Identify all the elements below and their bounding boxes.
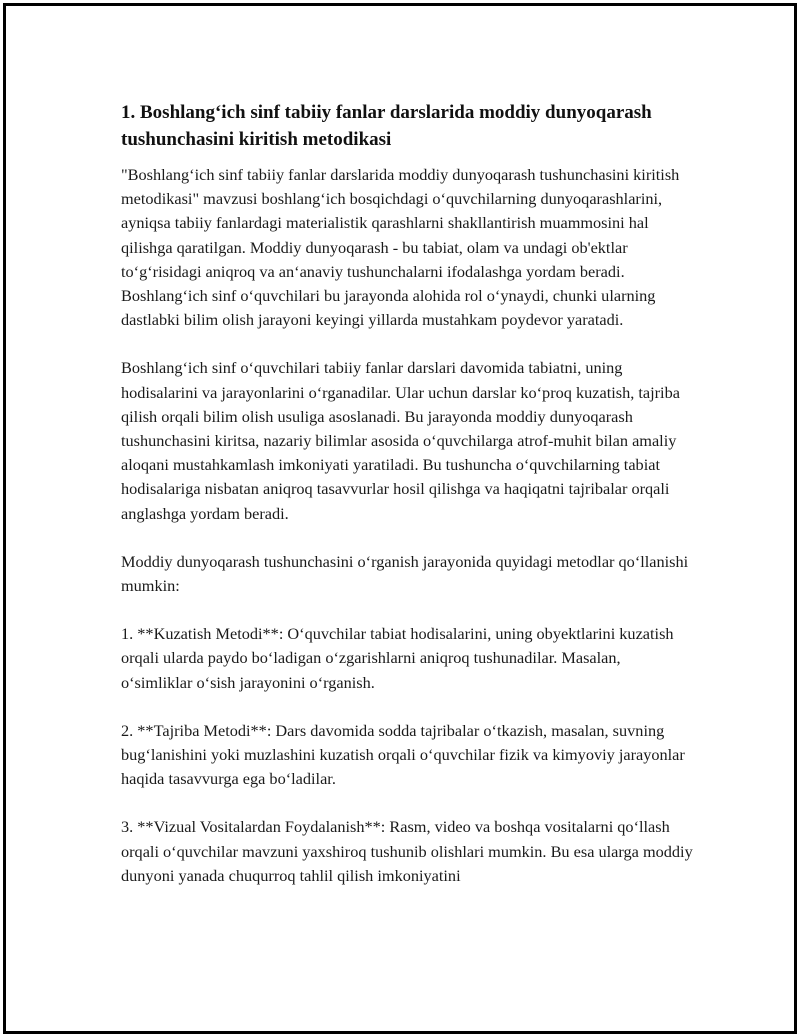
document-title: 1. Boshlang‘ich sinf tabiiy fanlar darslarida moddiy dunyoqarash tushunchasini kiritish metodikasi: [121, 102, 652, 150]
intro-paragraph: "Boshlang‘ich sinf tabiiy fanlar darslarida moddiy dunyoqarash tushunchasini kiritish metodikasi" mavzusi boshlang‘ich bosqichdagi o‘quvchilarning dunyoqarashlarini, ayniqsa tabiiy fanlardagi materialistik qarashlarni shakllantirish muammosini hal qilishga qaratilgan. Moddiy dunyoqarash - bu tabiat, olam va undagi ob'ektlar to‘g‘risidagi aniqroq va an‘anaviy tushunchalarni ifodalashga yordam beradi. Boshlang‘ich sinf o‘quvchilari bu jarayonda alohida rol o‘ynaydi, chunki ularning dastlabki bilim olish jarayoni keyingi yillarda mustahkam poydevor yaratadi.: [121, 165, 680, 330]
method-observation-paragraph: 1. **Kuzatish Metodi**: O‘quvchilar tabiat hodisalarini, uning obyektlarini kuzatish orqali ularda paydo bo‘ladigan o‘zgarishlarni aniqroq tushunadilar. Masalan, o‘simliklar o‘sish jarayonini o‘rganish.: [121, 624, 674, 692]
method-visual-aids-paragraph: 3. **Vizual Vositalardan Foydalanish**: Rasm, video va boshqa vositalarni qo‘llash orqali o‘quvchilar mavzuni yaxshiroq tushunib olishlari mumkin. Bu esa ularga moddiy dunyoni yanada chuqurroq tahlil qilish imkoniyatini: [121, 817, 693, 885]
body-paragraph: Boshlang‘ich sinf o‘quvchilari tabiiy fanlar darslari davomida tabiatni, uning hodisalarini va jarayonlarini o‘rganadilar. Ular uchun darslar ko‘proq kuzatish, tajriba qilish orqali bilim olish usuliga asoslanadi. Bu jarayonda moddiy dunyoqarash tushunchasini kiritsa, nazariy bilimlar asosida o‘quvchilarga atrof-muhit bilan amaliy aloqani mustahkamlash imkoniyati yaratiladi. Bu tushuncha o‘quvchilarning tabiat hodisalariga nisbatan aniqroq tasavvurlar hosil qilishga va haqiqatni tajribalar orqali anglashga yordam beradi.: [121, 358, 680, 523]
method-experiment-paragraph: 2. **Tajriba Metodi**: Dars davomida sodda tajribalar o‘tkazish, masalan, suvning bug‘lanishini yoki muzlashini kuzatish orqali o‘quvchilar fizik va kimyoviy jarayonlar haqida tasavvurga ega bo‘ladilar.: [121, 720, 685, 789]
methods-intro-paragraph: Moddiy dunyoqarash tushunchasini o‘rganish jarayonida quyidagi metodlar qo‘llanishi mumkin:: [121, 551, 689, 596]
document-body: [121, 99, 696, 888]
document-page: [3, 3, 797, 1034]
